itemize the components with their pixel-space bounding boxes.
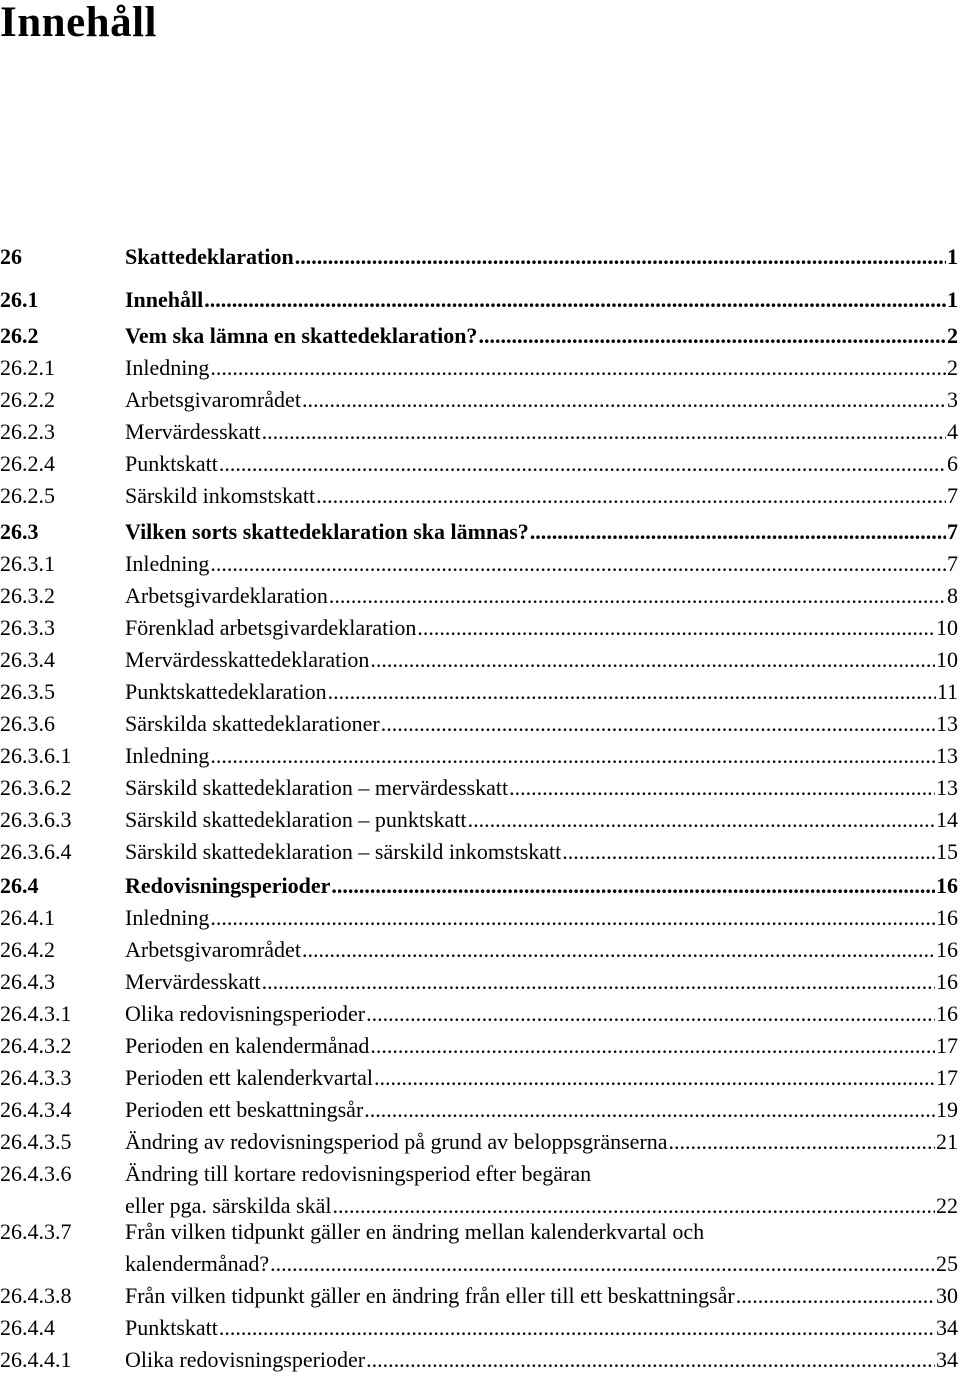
toc-entry-number: 26.4.1 xyxy=(0,905,55,930)
toc-entry-number: 26.2.2 xyxy=(0,387,55,412)
toc-entry-title: Inledning xyxy=(125,551,210,576)
toc-entry-page-number: 2 xyxy=(947,355,958,380)
toc-entry-body xyxy=(125,320,958,352)
dot-leader xyxy=(316,480,946,512)
dot-leader xyxy=(262,416,946,448)
toc-entry-title: Olika redovisningsperioder xyxy=(125,1347,366,1372)
toc-entry-number: 26.2 xyxy=(0,323,39,348)
toc-entry-page-number: 16 xyxy=(936,905,958,930)
toc-entry-page-number: 25 xyxy=(936,1251,958,1276)
toc-entry-title: Olika redovisningsperioder xyxy=(125,1001,366,1026)
toc-entry-number: 26.4.3.3 xyxy=(0,1065,72,1090)
dot-leader xyxy=(204,284,946,316)
toc-entry-number: 26.4.3.5 xyxy=(0,1129,72,1154)
dot-leader xyxy=(370,1030,935,1062)
toc-entry-page-number: 30 xyxy=(936,1283,958,1308)
toc-entry-title: Punktskatt xyxy=(125,451,218,476)
toc-entry-number: 26.3.6 xyxy=(0,711,55,736)
toc-entry-title: Innehåll xyxy=(125,287,204,312)
toc-entry-body xyxy=(125,934,958,966)
dot-leader xyxy=(262,966,935,998)
toc-entry-number: 26.4.3.4 xyxy=(0,1097,72,1122)
toc-entry-body xyxy=(125,548,958,580)
toc-entry-number: 26.4.2 xyxy=(0,937,55,962)
toc-entry-title: Arbetsgivardeklaration xyxy=(125,583,328,608)
dot-leader xyxy=(364,1094,935,1126)
toc-entry-number: 26.3.6.4 xyxy=(0,839,72,864)
toc-entry-body xyxy=(125,1216,958,1280)
toc-entry-title: Från vilken tidpunkt gäller en ändring från eller till ett beskattningsår xyxy=(125,1283,735,1308)
toc-entry-page-number: 22 xyxy=(936,1193,958,1218)
toc-entry-page-number: 13 xyxy=(936,775,958,800)
toc-entry-number: 26.4.3.6 xyxy=(0,1161,72,1186)
toc-entry-body xyxy=(125,1030,958,1062)
toc-entry-title-lead: Från vilken tidpunkt gäller en ändring mellan kalenderkvartal och xyxy=(125,1219,705,1244)
toc-entry-number: 26.4.3 xyxy=(0,969,55,994)
toc-entry-body xyxy=(125,612,958,644)
toc-entry-body xyxy=(125,902,958,934)
toc-entry-body xyxy=(125,284,958,316)
dot-leader xyxy=(219,448,946,480)
toc-entry-title: Vilken sorts skattedeklaration ska lämnas? xyxy=(125,519,529,544)
toc-entry-title: Arbetsgivarområdet xyxy=(125,387,301,412)
dot-leader xyxy=(302,934,935,966)
toc-entry-title: Särskild inkomstskatt xyxy=(125,483,316,508)
toc-entry-body xyxy=(125,836,958,868)
dot-leader xyxy=(302,384,946,416)
toc-entry-number: 26.3.3 xyxy=(0,615,55,640)
toc-entry-title: Inledning xyxy=(125,355,210,380)
toc-entry-title: Perioden en kalendermånad xyxy=(125,1033,370,1058)
toc-entry-page-number: 16 xyxy=(936,969,958,994)
toc-entry-page-number: 19 xyxy=(936,1097,958,1122)
dot-leader xyxy=(210,740,935,772)
dot-leader xyxy=(295,241,946,273)
toc-entry-page-number: 21 xyxy=(936,1129,958,1154)
toc-entry-body xyxy=(125,804,958,836)
dot-leader xyxy=(328,676,936,708)
toc-entry-title-lead: Ändring till kortare redovisningsperiod efter begäran xyxy=(125,1161,592,1186)
toc-entry-title: Mervärdesskatt xyxy=(125,969,261,994)
toc-entry-page-number: 16 xyxy=(936,1001,958,1026)
toc-entry-number: 26.4.3.7 xyxy=(0,1219,72,1244)
dot-leader xyxy=(381,708,935,740)
toc-entry-page-number: 10 xyxy=(936,615,958,640)
toc-entry-body xyxy=(125,1126,958,1158)
toc-entry-body xyxy=(125,772,958,804)
toc-entry-body xyxy=(125,644,958,676)
toc-entry-body xyxy=(125,1312,958,1344)
toc-entry-page-number: 1 xyxy=(947,244,958,269)
dot-leader xyxy=(329,580,946,612)
toc-entry-number: 26.4.4.1 xyxy=(0,1347,72,1372)
toc-entry-number: 26.2.1 xyxy=(0,355,55,380)
dot-leader xyxy=(331,870,935,902)
toc-entry-title: Punktskattedeklaration xyxy=(125,679,327,704)
dot-leader xyxy=(374,1062,935,1094)
toc-entry-body xyxy=(125,1344,958,1376)
dot-leader xyxy=(468,804,935,836)
toc-entry-number: 26.4.3.2 xyxy=(0,1033,72,1058)
toc-entry-body xyxy=(125,676,958,708)
toc-entry-page-number: 17 xyxy=(936,1033,958,1058)
toc-entry-body xyxy=(125,740,958,772)
toc-entry-page-number: 3 xyxy=(947,387,958,412)
dot-leader xyxy=(509,772,935,804)
toc-entry-page-number: 7 xyxy=(947,519,958,544)
dot-leader xyxy=(478,320,946,352)
toc-entry-number: 26 xyxy=(0,244,22,269)
toc-entry-page-number: 17 xyxy=(936,1065,958,1090)
toc-entry-title: Redovisningsperioder xyxy=(125,873,331,898)
toc-entry-body xyxy=(125,580,958,612)
toc-entry-number: 26.3.1 xyxy=(0,551,55,576)
toc-entry-page-number: 4 xyxy=(947,419,958,444)
toc-entry-number: 26.3.4 xyxy=(0,647,55,672)
toc-entry-title: Skattedeklaration xyxy=(125,244,294,269)
dot-leader xyxy=(270,1248,935,1280)
toc-entry-number: 26.3.6.1 xyxy=(0,743,72,768)
dot-leader xyxy=(562,836,935,868)
dot-leader xyxy=(417,612,935,644)
dot-leader xyxy=(219,1312,935,1344)
toc-entry-title: Förenklad arbetsgivardeklaration xyxy=(125,615,417,640)
toc-entry-number: 26.4 xyxy=(0,873,39,898)
toc-entry-number: 26.3.6.3 xyxy=(0,807,72,832)
toc-entry-title: Särskild skattedeklaration – punktskatt xyxy=(125,807,467,832)
toc-entry-number: 26.3.5 xyxy=(0,679,55,704)
toc-entry-page-number: 6 xyxy=(947,451,958,476)
toc-entry-body xyxy=(125,516,958,548)
toc-entry-title: Vem ska lämna en skattedeklaration? xyxy=(125,323,478,348)
toc-entry-page-number: 7 xyxy=(947,483,958,508)
toc-entry-body xyxy=(125,1094,958,1126)
toc-entry-body xyxy=(125,448,958,480)
toc-entry-page-number: 10 xyxy=(936,647,958,672)
toc-entry-body xyxy=(125,241,958,273)
dot-leader xyxy=(370,644,935,676)
toc-entry-number: 26.4.3.8 xyxy=(0,1283,72,1308)
toc-entry-title: Ändring av redovisningsperiod på grund av beloppsgränserna xyxy=(125,1129,668,1154)
toc-entry-number: 26.4.4 xyxy=(0,1315,55,1340)
toc-entry-body xyxy=(125,870,958,902)
toc-entry-page-number: 11 xyxy=(936,679,958,704)
toc-entry-title: Arbetsgivarområdet xyxy=(125,937,301,962)
toc-entry-page-number: 8 xyxy=(947,583,958,608)
toc-entry-body xyxy=(125,1158,958,1222)
toc-entry-number: 26.2.3 xyxy=(0,419,55,444)
dot-leader xyxy=(736,1280,935,1312)
toc-entry-number: 26.2.5 xyxy=(0,483,55,508)
dot-leader xyxy=(210,352,946,384)
dot-leader xyxy=(366,998,935,1030)
toc-entry-title: Perioden ett beskattningsår xyxy=(125,1097,364,1122)
toc-entry-title: kalendermånad? xyxy=(125,1251,270,1276)
page-title: Innehåll xyxy=(0,0,157,46)
toc-entry-title: Mervärdesskatt xyxy=(125,419,261,444)
toc-entry-body xyxy=(125,352,958,384)
dot-leader xyxy=(530,516,946,548)
toc-entry-body xyxy=(125,966,958,998)
toc-entry-body xyxy=(125,708,958,740)
toc-entry-number: 26.1 xyxy=(0,287,39,312)
toc-entry-body xyxy=(125,998,958,1030)
toc-entry-number: 26.3.2 xyxy=(0,583,55,608)
toc-entry-title: Särskilda skattedeklarationer xyxy=(125,711,380,736)
toc-entry-page-number: 1 xyxy=(947,287,958,312)
dot-leader xyxy=(210,548,946,580)
toc-entry-title: Perioden ett kalenderkvartal xyxy=(125,1065,374,1090)
toc-entry-title: Mervärdesskattedeklaration xyxy=(125,647,370,672)
toc-entry-number: 26.4.3.1 xyxy=(0,1001,72,1026)
dot-leader xyxy=(210,902,935,934)
toc-entry-page-number: 14 xyxy=(936,807,958,832)
toc-entry-number: 26.3.6.2 xyxy=(0,775,72,800)
toc-entry-title: Inledning xyxy=(125,905,210,930)
toc-entry-page-number: 34 xyxy=(936,1315,958,1340)
toc-entry-number: 26.2.4 xyxy=(0,451,55,476)
toc-entry-number: 26.3 xyxy=(0,519,39,544)
toc-entry-title: eller pga. särskilda skäl xyxy=(125,1193,332,1218)
toc-entry-page-number: 2 xyxy=(947,323,958,348)
toc-entry-body xyxy=(125,1062,958,1094)
toc-entry-title: Punktskatt xyxy=(125,1315,218,1340)
toc-entry-page-number: 13 xyxy=(936,743,958,768)
toc-entry-body xyxy=(125,1280,958,1312)
dot-leader xyxy=(366,1344,935,1376)
toc-entry-title: Särskild skattedeklaration – särskild inkomstskatt xyxy=(125,839,562,864)
toc-entry-body xyxy=(125,416,958,448)
toc-entry-title: Särskild skattedeklaration – mervärdesskatt xyxy=(125,775,509,800)
toc-entry-page-number: 16 xyxy=(936,937,958,962)
toc-entry-page-number: 34 xyxy=(936,1347,958,1372)
toc-entry-page-number: 15 xyxy=(936,839,958,864)
toc-entry-page-number: 13 xyxy=(936,711,958,736)
toc-entry-page-number: 16 xyxy=(936,873,958,898)
toc-entry-body xyxy=(125,480,958,512)
dot-leader xyxy=(669,1126,935,1158)
toc-entry-title: Inledning xyxy=(125,743,210,768)
toc-entry-page-number: 7 xyxy=(947,551,958,576)
toc-entry-body xyxy=(125,384,958,416)
